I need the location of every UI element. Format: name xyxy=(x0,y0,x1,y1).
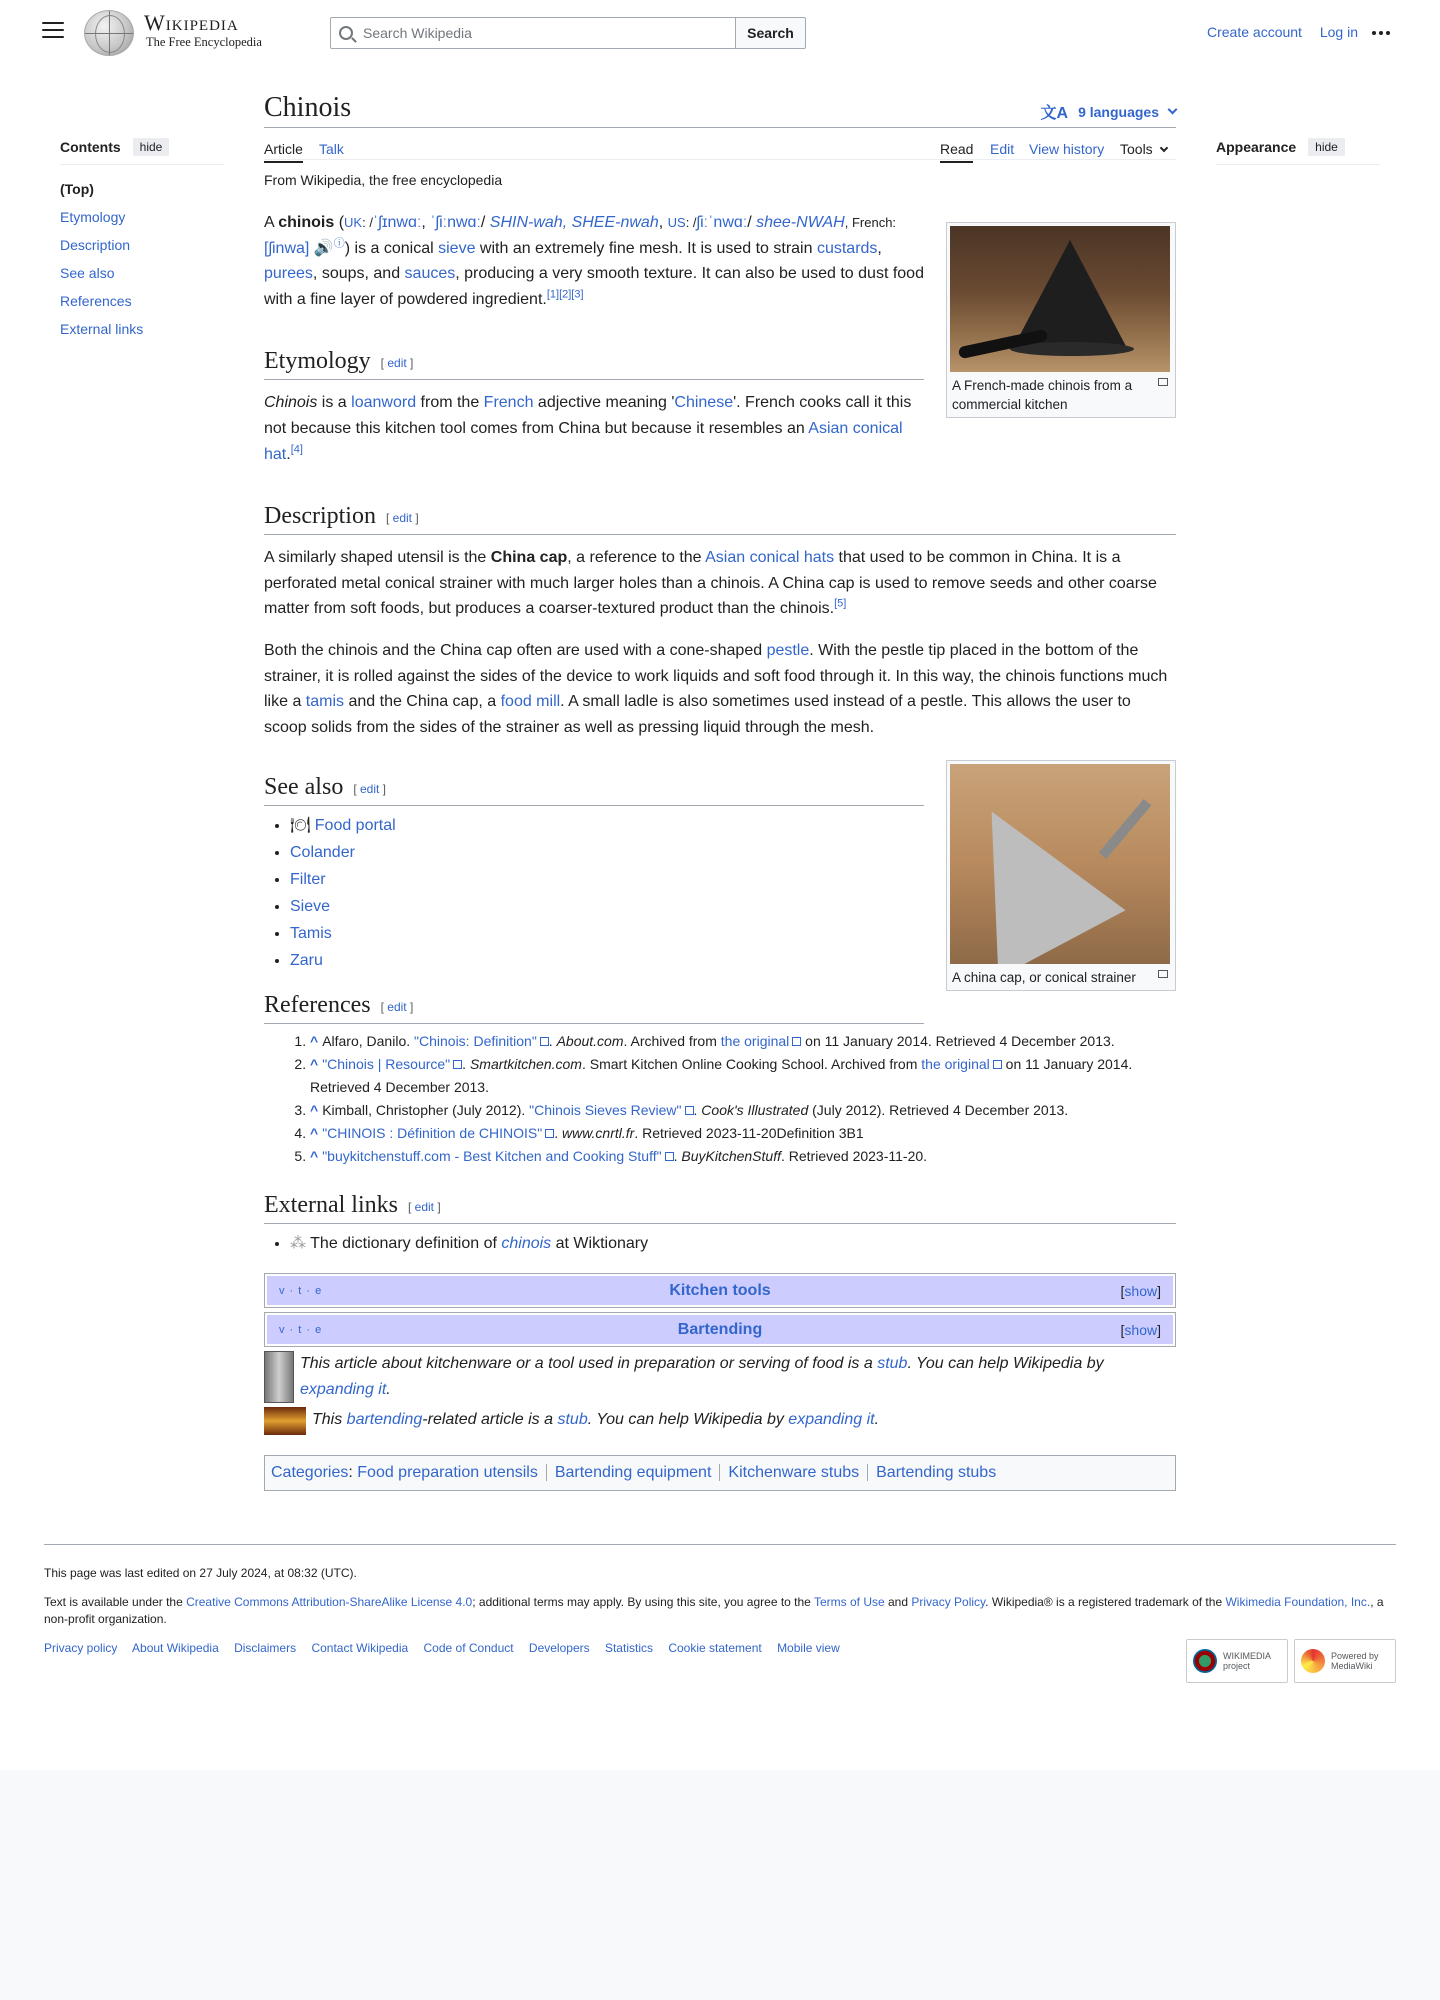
main-menu-icon[interactable] xyxy=(42,22,64,40)
site-header xyxy=(0,0,1440,66)
chevron-down-icon xyxy=(1159,144,1167,152)
edit-section-link[interactable]: edit xyxy=(392,510,413,525)
license-text: Text is available under the Creative Commons Attribution-ShareAlike License 4.0; additional terms may apply. By using this site, you agree to the Terms of Use and Privacy Policy. Wikipedia® is a registered trademark of the Wikimedia Foundation, Inc., a non-profit organization. xyxy=(44,1595,1384,1626)
custards-link[interactable]: custards xyxy=(816,239,878,257)
external-link-icon xyxy=(665,1152,674,1161)
tab-edit[interactable]: Edit xyxy=(990,141,1015,157)
citation-link[interactable]: [1][2][3] xyxy=(546,288,584,301)
respelling-link[interactable]: shee-NWAH xyxy=(756,214,845,231)
tamis-link[interactable]: Tamis xyxy=(290,925,332,943)
navbox-bartending xyxy=(264,1312,1176,1347)
external-link-icon xyxy=(540,1037,549,1046)
search-form xyxy=(330,17,806,49)
description-paragraph-2: Both the chinois and the China cap often are used with a cone-shaped pestle. With the pestle tip placed in the bottom of the strainer, it is rolled against the sides of the device to work liquids and soft food through it. In this way, the chinois functions much like a tamis and the China cap, a food mill. A small ladle is also sometimes used instead of a pestle. This allows the user to scoop solids from the sides of the strainer as well as pressing liquid through the mesh. xyxy=(264,641,1168,736)
archive-link[interactable]: the original xyxy=(921,1056,990,1073)
heading-references: References [ edit ] xyxy=(264,992,924,1024)
footer-link-developers[interactable]: Developers xyxy=(528,1641,590,1655)
search-icon xyxy=(339,26,353,40)
toc-item-top[interactable]: (Top) xyxy=(60,181,94,197)
site-sub: From Wikipedia, the free encyclopedia xyxy=(264,172,503,188)
stub-notice-kitchenware: This article about kitchenware or a tool used in preparation or serving of food is a stub. You can help Wikipedia by expanding it. xyxy=(264,1351,1176,1403)
heading-etymology: Etymology [ edit ] xyxy=(264,348,924,380)
navbox-toggle[interactable]: [show] xyxy=(1120,1321,1161,1338)
category-link[interactable]: Bartending stubs xyxy=(876,1464,997,1482)
search-input[interactable] xyxy=(330,17,736,49)
enlarge-icon[interactable] xyxy=(1158,378,1168,386)
archive-link[interactable]: the original xyxy=(720,1033,790,1050)
external-links-list xyxy=(264,1230,1176,1257)
tagline: The Free Encyclopedia xyxy=(146,35,262,49)
table-of-contents xyxy=(60,138,224,337)
bar-icon xyxy=(264,1407,306,1435)
footer-link-contact[interactable]: Contact Wikipedia xyxy=(311,1641,409,1655)
backlink-caret[interactable]: ^ xyxy=(310,1033,319,1050)
food-portal-icon: 🍽 xyxy=(290,817,311,835)
list-item: • ⁂ The dictionary definition of chinois at Wiktionary xyxy=(290,1230,1176,1257)
expand-link[interactable]: expanding it xyxy=(788,1411,875,1429)
reference-link[interactable]: "Chinois: Definition" xyxy=(414,1033,537,1050)
edit-section-link[interactable]: edit xyxy=(359,781,380,796)
grater-icon xyxy=(264,1351,294,1403)
mediawiki-logo-icon xyxy=(1301,1649,1325,1673)
navbox-toggle[interactable]: [show] xyxy=(1120,1282,1161,1299)
asian-conical-hat-link[interactable]: Asian conical hat xyxy=(264,419,903,463)
last-edited: This page was last edited on 27 July 2024, at 08:32 (UTC). xyxy=(44,1566,357,1580)
footer-link-conduct[interactable]: Code of Conduct xyxy=(423,1641,514,1655)
appearance-panel xyxy=(1216,138,1380,165)
footer-badges xyxy=(1186,1639,1396,1683)
license-link[interactable]: Creative Commons Attribution-ShareAlike License 4.0 xyxy=(186,1595,473,1609)
search-button[interactable]: Search xyxy=(736,17,806,49)
backlink-caret[interactable]: ^ xyxy=(310,1102,319,1119)
appearance-header xyxy=(1216,138,1380,165)
speaker-icon[interactable]: 🔊 xyxy=(313,239,334,257)
wiktionary-icon: ⁂ xyxy=(290,1235,306,1253)
external-link-icon xyxy=(993,1060,1002,1069)
colander-link[interactable]: Colander xyxy=(290,844,355,862)
tools-menu[interactable] xyxy=(1120,141,1167,157)
ipa-link[interactable]: [ʃinwa] xyxy=(264,239,310,257)
citation-link[interactable]: [4] xyxy=(290,443,303,456)
footer-link-about[interactable]: About Wikipedia xyxy=(132,1641,219,1655)
footer-link-statistics[interactable]: Statistics xyxy=(604,1641,653,1655)
footer-link-privacy[interactable]: Privacy policy xyxy=(44,1641,118,1655)
reference-link[interactable]: "CHINOIS : Définition de CHINOIS" xyxy=(322,1125,543,1142)
external-link-icon xyxy=(545,1129,554,1138)
ipa-link[interactable]: ˈʃɪnwɑː xyxy=(372,214,422,231)
french-link[interactable]: French xyxy=(483,394,534,412)
heading-see-also: See also [ edit ] xyxy=(264,774,924,806)
uk-link[interactable]: UK xyxy=(344,215,363,230)
appearance-title: Appearance xyxy=(1216,139,1297,155)
navbox-title-row xyxy=(267,1315,1173,1344)
toc-item-etymology[interactable]: Etymology xyxy=(60,209,126,225)
title-bar xyxy=(264,90,1176,128)
reference-link[interactable]: "Chinois | Resource" xyxy=(322,1056,451,1073)
language-button[interactable] xyxy=(1041,100,1176,123)
info-icon[interactable]: ⓘ xyxy=(333,237,345,250)
toc-hide-button[interactable]: hide xyxy=(133,138,170,156)
wikimedia-badge[interactable]: WIKIMEDIA project xyxy=(1186,1639,1288,1683)
edit-section-link[interactable]: edit xyxy=(387,999,407,1014)
food-mill-link[interactable]: food mill xyxy=(500,693,561,711)
wordmark-text: Wikipedia xyxy=(144,10,239,35)
etymology-paragraph: Chinois is a loanword from the French adjective meaning 'Chinese'. French cooks call it this not because this kitchen tool comes from China but because it resembles an Asian conical hat.[4] xyxy=(264,394,912,463)
categories-label[interactable]: Categories xyxy=(271,1464,349,1482)
log-in-link[interactable]: Log in xyxy=(1319,24,1358,40)
page-title: Chinois xyxy=(264,92,352,123)
filter-link[interactable]: Filter xyxy=(290,871,326,889)
description-paragraph-1: A similarly shaped utensil is the China cap, a reference to the Asian conical hats that used to be common in China. It is a perforated metal conical strainer with much larger holes than a chinois. A China cap is used to remove seeds and other coarse matter from soft foods, but produces a coarser-textured product than the chinois.[5] xyxy=(264,549,1157,618)
privacy-link[interactable]: Privacy Policy xyxy=(911,1595,986,1609)
references-list xyxy=(264,1030,1176,1168)
main-content xyxy=(264,90,1176,1491)
ipa-link[interactable]: ˈʃiːnwɑː xyxy=(430,214,481,231)
reference-link[interactable]: "Chinois Sieves Review" xyxy=(529,1102,682,1119)
vte-links[interactable]: v · t · e xyxy=(279,1284,323,1297)
citation-link[interactable]: [5] xyxy=(834,598,847,611)
respelling-link[interactable]: SHIN-wah, SHEE-nwah xyxy=(489,214,659,231)
sieve-link[interactable]: sieve xyxy=(438,239,476,257)
vte-links[interactable]: v · t · e xyxy=(279,1323,323,1336)
page-footer xyxy=(44,1544,1396,1671)
foundation-link[interactable]: Wikimedia Foundation, Inc. xyxy=(1225,1595,1371,1609)
tab-article[interactable]: Article xyxy=(264,141,303,163)
page-tabs xyxy=(264,128,1176,160)
footer-link-disclaimers[interactable]: Disclaimers xyxy=(234,1641,297,1655)
asian-conical-hats-link[interactable]: Asian conical hats xyxy=(705,549,835,567)
external-link-icon xyxy=(685,1106,694,1115)
sauces-link[interactable]: sauces xyxy=(404,265,456,283)
heading-external-links: External links [ edit ] xyxy=(264,1192,1176,1224)
food-portal-link[interactable]: Food portal xyxy=(314,817,396,835)
tab-read[interactable]: Read xyxy=(940,141,973,163)
wikipedia-wordmark[interactable] xyxy=(144,12,262,50)
toc-item-see-also[interactable]: See also xyxy=(60,265,115,281)
image-caption: A china cap, or conical strainer xyxy=(950,964,1172,987)
wiktionary-link[interactable]: chinois xyxy=(501,1235,552,1253)
thumbnail-chinois xyxy=(946,222,1176,418)
heading-description: Description [ edit ] xyxy=(264,503,1176,535)
edit-section-link[interactable]: edit xyxy=(387,355,407,370)
loanword-link[interactable]: loanword xyxy=(351,394,417,412)
appearance-hide-button[interactable]: hide xyxy=(1308,138,1345,156)
reference-item: 5. ^ "buykitchenstuff.com - Best Kitchen and Cooking Stuff" . BuyKitchenStuff. Retrieved 2023-11-20. xyxy=(310,1145,1176,1168)
toc-item-description[interactable]: Description xyxy=(60,237,131,253)
create-account-link[interactable]: Create account xyxy=(1207,24,1302,40)
mediawiki-badge[interactable]: Powered by MediaWiki xyxy=(1294,1639,1396,1683)
navbox-title-link[interactable]: Bartending xyxy=(677,1320,763,1338)
navbox-title-row xyxy=(267,1276,1173,1305)
navbox-title-link[interactable]: Kitchen tools xyxy=(669,1281,771,1299)
tools-label: Tools xyxy=(1120,141,1153,157)
expand-link[interactable]: expanding it xyxy=(300,1381,387,1399)
language-count: 9 languages xyxy=(1078,103,1159,120)
image-caption: A French-made chinois from a commercial kitchen xyxy=(950,372,1172,414)
reference-item: 3. ^ Kimball, Christopher (July 2012). "Chinois Sieves Review" . Cook's Illustrated (July 2012). Retrieved 4 December 2013. xyxy=(310,1099,1176,1122)
reference-item: 4. ^ "CHINOIS : Définition de CHINOIS" . www.cnrtl.fr. Retrieved 2023-11-20Definition 3B1 xyxy=(310,1122,1176,1145)
categories-box: Categories: Food preparation utensils Bartending equipment Kitchenware stubs Bartending stubs xyxy=(264,1455,1176,1491)
search-placeholder: Search Wikipedia xyxy=(363,25,472,41)
toc-header xyxy=(60,138,224,165)
pestle-link[interactable]: pestle xyxy=(766,641,810,659)
category-link[interactable]: Kitchenware stubs xyxy=(728,1464,860,1482)
category-link[interactable]: Bartending equipment xyxy=(554,1464,712,1482)
translate-icon: 文A xyxy=(1040,105,1069,122)
navbox-kitchen-tools xyxy=(264,1273,1176,1308)
more-options-icon[interactable] xyxy=(1372,31,1390,35)
china-cap-image[interactable] xyxy=(950,764,1170,964)
backlink-caret[interactable]: ^ xyxy=(310,1148,319,1165)
thumbnail-china-cap xyxy=(946,760,1176,991)
lead-paragraph: A chinois (UK: /ˈʃɪnwɑː, ˈʃiːnwɑː/ SHIN-wah, SHEE-nwah, US: /ʃiːˈnwɑː/ shee-NWAH, French: [ʃinwa] 🔊ⓘ) is a conical sieve with an extremely fine mesh. It is used to strain custards, purees, soups, and sauces, producing a very smooth texture. It can also be used to dust food with a fine layer of powdered ingredient.[1][2][3] xyxy=(264,214,924,308)
reference-item: 2. ^ "Chinois | Resource" . Smartkitchen.com. Smart Kitchen Online Cooking School. Archived from the original on 11 January 2014. Retrieved 4 December 2013. xyxy=(310,1053,1176,1099)
chinois-image[interactable] xyxy=(950,226,1170,372)
wikipedia-globe-logo[interactable] xyxy=(84,10,134,56)
enlarge-icon[interactable] xyxy=(1158,970,1168,978)
stub-link[interactable]: stub xyxy=(557,1411,588,1429)
tab-view-history[interactable]: View history xyxy=(1029,141,1105,157)
stub-notice-bartending: This bartending-related article is a stub. You can help Wikipedia by expanding it. xyxy=(264,1407,1176,1435)
tab-talk[interactable]: Talk xyxy=(319,141,344,157)
external-link-icon xyxy=(792,1037,801,1046)
tamis-link[interactable]: tamis xyxy=(305,693,345,711)
reference-link[interactable]: "buykitchenstuff.com - Best Kitchen and Cooking Stuff" xyxy=(322,1148,662,1165)
edit-section-link[interactable]: edit xyxy=(414,1199,434,1214)
toc-item-references[interactable]: References xyxy=(60,293,132,309)
external-link-icon xyxy=(453,1060,462,1069)
reference-item: 1. ^ Alfaro, Danilo. "Chinois: Definition" . About.com. Archived from the original on 11 January 2014. Retrieved 4 December 2013. xyxy=(310,1030,1176,1053)
footer-link-mobile[interactable]: Mobile view xyxy=(777,1641,840,1655)
bartending-link[interactable]: bartending xyxy=(346,1411,423,1429)
footer-link-cookies[interactable]: Cookie statement xyxy=(668,1641,762,1655)
backlink-caret[interactable]: ^ xyxy=(310,1056,319,1073)
wikimedia-logo-icon xyxy=(1193,1649,1217,1673)
ipa-link[interactable]: ʃiːˈnwɑː xyxy=(696,214,748,231)
category-link[interactable]: Food preparation utensils xyxy=(357,1464,538,1482)
sieve-link[interactable]: Sieve xyxy=(290,898,331,916)
zaru-link[interactable]: Zaru xyxy=(290,952,323,970)
toc-item-external-links[interactable]: External links xyxy=(60,321,144,337)
chevron-down-icon xyxy=(1168,105,1178,115)
stub-link[interactable]: stub xyxy=(877,1355,908,1373)
terms-link[interactable]: Terms of Use xyxy=(813,1595,885,1609)
chinese-link[interactable]: Chinese xyxy=(674,394,734,412)
toc-title: Contents xyxy=(60,139,121,155)
purees-link[interactable]: purees xyxy=(264,265,313,283)
user-links xyxy=(1193,24,1358,40)
backlink-caret[interactable]: ^ xyxy=(310,1125,319,1142)
us-link[interactable]: US xyxy=(667,215,686,230)
